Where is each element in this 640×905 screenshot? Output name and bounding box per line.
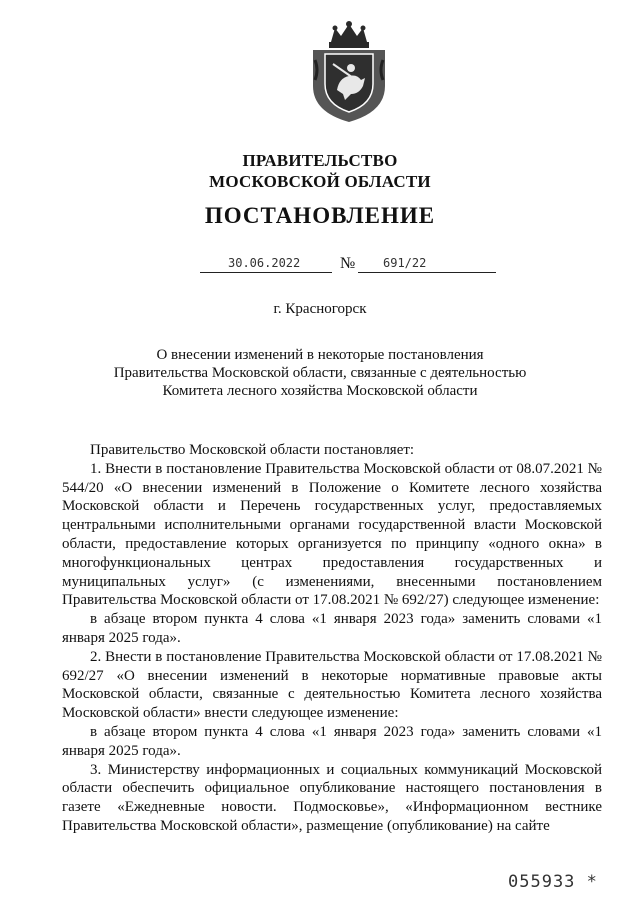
- government-name-line1: ПРАВИТЕЛЬСТВО: [242, 151, 398, 170]
- date-underline: [200, 272, 332, 273]
- subject-line: О внесении изменений в некоторые постановления: [156, 347, 484, 363]
- document-date: 30.06.2022: [228, 256, 301, 270]
- document-body: [62, 441, 602, 836]
- number-underline: [358, 272, 496, 273]
- body-paragraph: в абзаце втором пункта 4 слова «1 января 2023 года» заменить словами «1 января 2025 года».: [62, 611, 602, 646]
- body-paragraph: в абзаце втором пункта 4 слова «1 января 2023 года» заменить словами «1 января 2025 года».: [62, 723, 602, 759]
- government-name-line2: МОСКОВСКОЙ ОБЛАСТИ: [209, 172, 431, 191]
- body-paragraph: Правительство Московской области постановляет:: [90, 442, 415, 458]
- body-paragraph: 2. Внести в постановление Правительства Московской области от 17.08.2021 № 692/27 «О внесении изменений в некоторые нормативные правовые акты Московской области, связанные с деятельностью Комитета лесного хозяйства Московской области» внести следующее изменение:: [62, 648, 602, 722]
- body-paragraph: 1. Внести в постановление Правительства Московской области от 08.07.2021 № 544/20 «О внесении изменений в Положение о Комитете лесного хозяйства Московской области и Перечень государственных услуг, предоставляемых центральными исполнительными органами государственной власти Московской области, предоставление которых организуется по принципу «одного окна» в многофункциональных центрах предоставления государственных и муниципальных услуг» (с изменениями, внесенными постановлением Правительства Московской области от 17.08.2021 № 692/27) следующее изменение:: [62, 460, 602, 609]
- document-number: 691/22: [383, 256, 427, 270]
- coat-of-arms-icon: [305, 20, 393, 124]
- subject-line: Комитета лесного хозяйства Московской области: [162, 383, 478, 399]
- document-city: г. Красногорск: [273, 301, 367, 317]
- serial-number: 055933 *: [508, 872, 598, 892]
- document-subject: [0, 346, 640, 400]
- subject-line: Правительства Московской области, связанные с деятельностью: [113, 365, 527, 381]
- body-paragraph: 3. Министерству информационных и социальных коммуникаций Московской области обеспечить официальное опубликование настоящего постановления в газете «Ежедневные новости. Подмосковье», «Информационном вестнике Правительства Московской области», размещение (опубликование) на сайте: [62, 761, 602, 834]
- number-sign: №: [340, 255, 356, 272]
- document-type: ПОСТАНОВЛЕНИЕ: [204, 203, 436, 228]
